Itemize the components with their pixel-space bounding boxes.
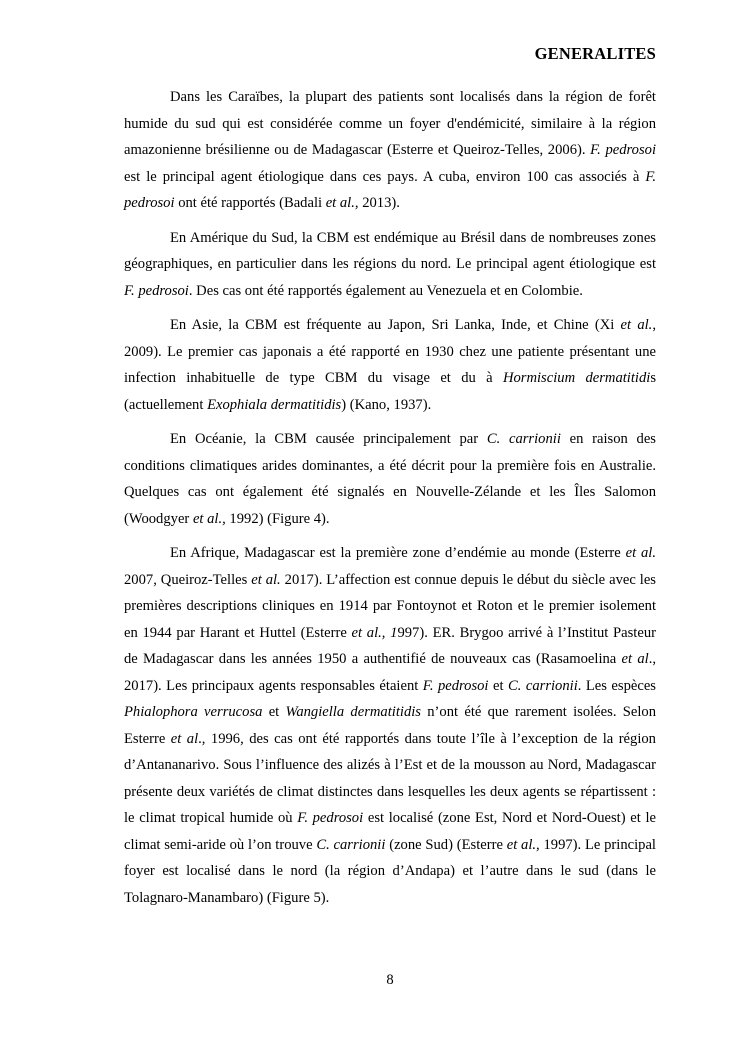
italic-text-run: F. pedrosoi bbox=[124, 168, 656, 211]
paragraph-amerique-du-sud bbox=[124, 225, 656, 305]
italic-text-run: F. pedrosoi bbox=[124, 282, 189, 299]
text-run: 2017). L’affection est connue depuis le début du siècle avec les premières descriptions cliniques en 1914 par Fontoynot et Roton et le premier isolement en 1944 par Harant et Huttel (Esterre bbox=[124, 571, 656, 641]
italic-text-run: Exophiala dermatitidis bbox=[207, 396, 342, 413]
text-run: ) (Kano, 1937). bbox=[341, 396, 432, 413]
paragraph-afrique bbox=[124, 540, 656, 911]
italic-text-run: C. carrionii bbox=[508, 677, 578, 694]
paragraph-oceanie bbox=[124, 426, 656, 532]
text-run: 1992) (Figure 4). bbox=[225, 510, 330, 527]
text-run: en raison des conditions climatiques arides dominantes, a été décrit pour la première fois en Australie. Quelques cas ont également été signalés en Nouvelle-Zélande et les Îles Salomon (Woodgyer bbox=[124, 431, 656, 527]
text-run: En Amérique du Sud, la CBM est endémique au Brésil dans de nombreuses zones géographiques, en particulier dans les régions du nord. Le principal agent étiologique est bbox=[124, 229, 656, 272]
text-run: 2013). bbox=[358, 195, 400, 211]
text-run: ., 1996, des cas ont été rapportés dans toute l’île à l’exception de la région d’Antananarivo. Sous l’influence des alizés à l’Est et de la mousson au Nord, Madagascar présente deux variétés de climat distinctes dans lesquelles les deux agents se répartissent : le climat tropical humide où bbox=[124, 730, 656, 826]
italic-text-run: et al. bbox=[620, 317, 653, 333]
page-number: 8 bbox=[386, 972, 394, 988]
text-run: En Océanie, la CBM causée principalement par bbox=[170, 431, 487, 447]
italic-text-run: F. pedrosoi bbox=[297, 810, 364, 826]
italic-text-run: Hormiscium dermatitidi bbox=[502, 370, 651, 386]
body-text bbox=[124, 84, 656, 919]
text-run: En Afrique, Madagascar est la première zone d’endémie au monde (Esterre bbox=[170, 545, 626, 561]
text-run: 997). ER. Brygoo arrivé à l’Institut Pasteur de Madagascar dans les années 1950 a authentifié de nouveaux cas (Rasamoelina bbox=[124, 624, 656, 667]
italic-text-run: et al bbox=[170, 730, 199, 747]
text-run: . Les espèces bbox=[577, 677, 656, 694]
italic-text-run: Wangiella dermatitidis bbox=[285, 704, 421, 720]
text-run: et bbox=[262, 704, 286, 720]
text-run: est localisé (zone Est, Nord et Nord-Ouest) et le climat semi-aride où l’on trouve bbox=[124, 810, 656, 853]
italic-text-run: et al., bbox=[506, 836, 540, 853]
italic-text-run: et al., 1 bbox=[351, 624, 398, 641]
paragraph-asie bbox=[124, 312, 656, 418]
text-run: En Asie, la CBM est fréquente au Japon, Sri Lanka, Inde, et Chine (Xi bbox=[170, 317, 621, 333]
text-run: (zone Sud) (Esterre bbox=[385, 836, 507, 853]
italic-text-run: Phialophora verrucosa bbox=[124, 704, 263, 720]
text-run: s (actuellement bbox=[124, 370, 656, 413]
text-run: 2007, Queiroz-Telles bbox=[124, 571, 252, 588]
italic-text-run: et al bbox=[621, 651, 649, 667]
italic-text-run: et al., bbox=[325, 195, 359, 211]
italic-text-run: et al., bbox=[192, 510, 226, 527]
text-run: et bbox=[488, 677, 508, 694]
text-run: 1997). Le principal foyer est localisé dans le nord (la région d’Andapa) et l’autre dans le sud (dans le Tolagnaro-Manambaro) (Figure 5). bbox=[124, 836, 656, 906]
text-run: Dans les Caraïbes, la plupart des patients sont localisés dans la région de forêt humide du sud qui est considérée comme un foyer d'endémicité, similaire à la région amazonienne brésilienne ou de Madagascar (Esterre et Queiroz-Telles, 2006). bbox=[124, 89, 656, 158]
text-run: n’ont été que rarement isolées. Selon Esterre bbox=[124, 704, 656, 747]
text-run: , 2009). Le premier cas japonais a été rapporté en 1930 chez une patiente présentant une infection inhabituelle de type CBM du visage et du à bbox=[124, 317, 656, 386]
paragraph-caraibes bbox=[124, 84, 656, 217]
section-header: GENERALITES bbox=[534, 44, 656, 63]
italic-text-run: C. carrionii bbox=[486, 431, 561, 447]
italic-text-run: C. carrionii bbox=[316, 836, 386, 853]
text-run: ., 2017). Les principaux agents responsables étaient bbox=[124, 651, 656, 694]
italic-text-run: et al. bbox=[625, 545, 656, 561]
text-run: est le principal agent étiologique dans ces pays. A cuba, environ 100 cas associés à bbox=[124, 168, 646, 185]
text-run: . Des cas ont été rapportés également au Venezuela et en Colombie. bbox=[188, 282, 583, 299]
italic-text-run: et al. bbox=[251, 571, 281, 588]
italic-text-run: F. pedrosoi bbox=[590, 142, 656, 158]
italic-text-run: F. pedrosoi bbox=[422, 677, 489, 694]
text-run: ont été rapportés (Badali bbox=[174, 195, 326, 211]
